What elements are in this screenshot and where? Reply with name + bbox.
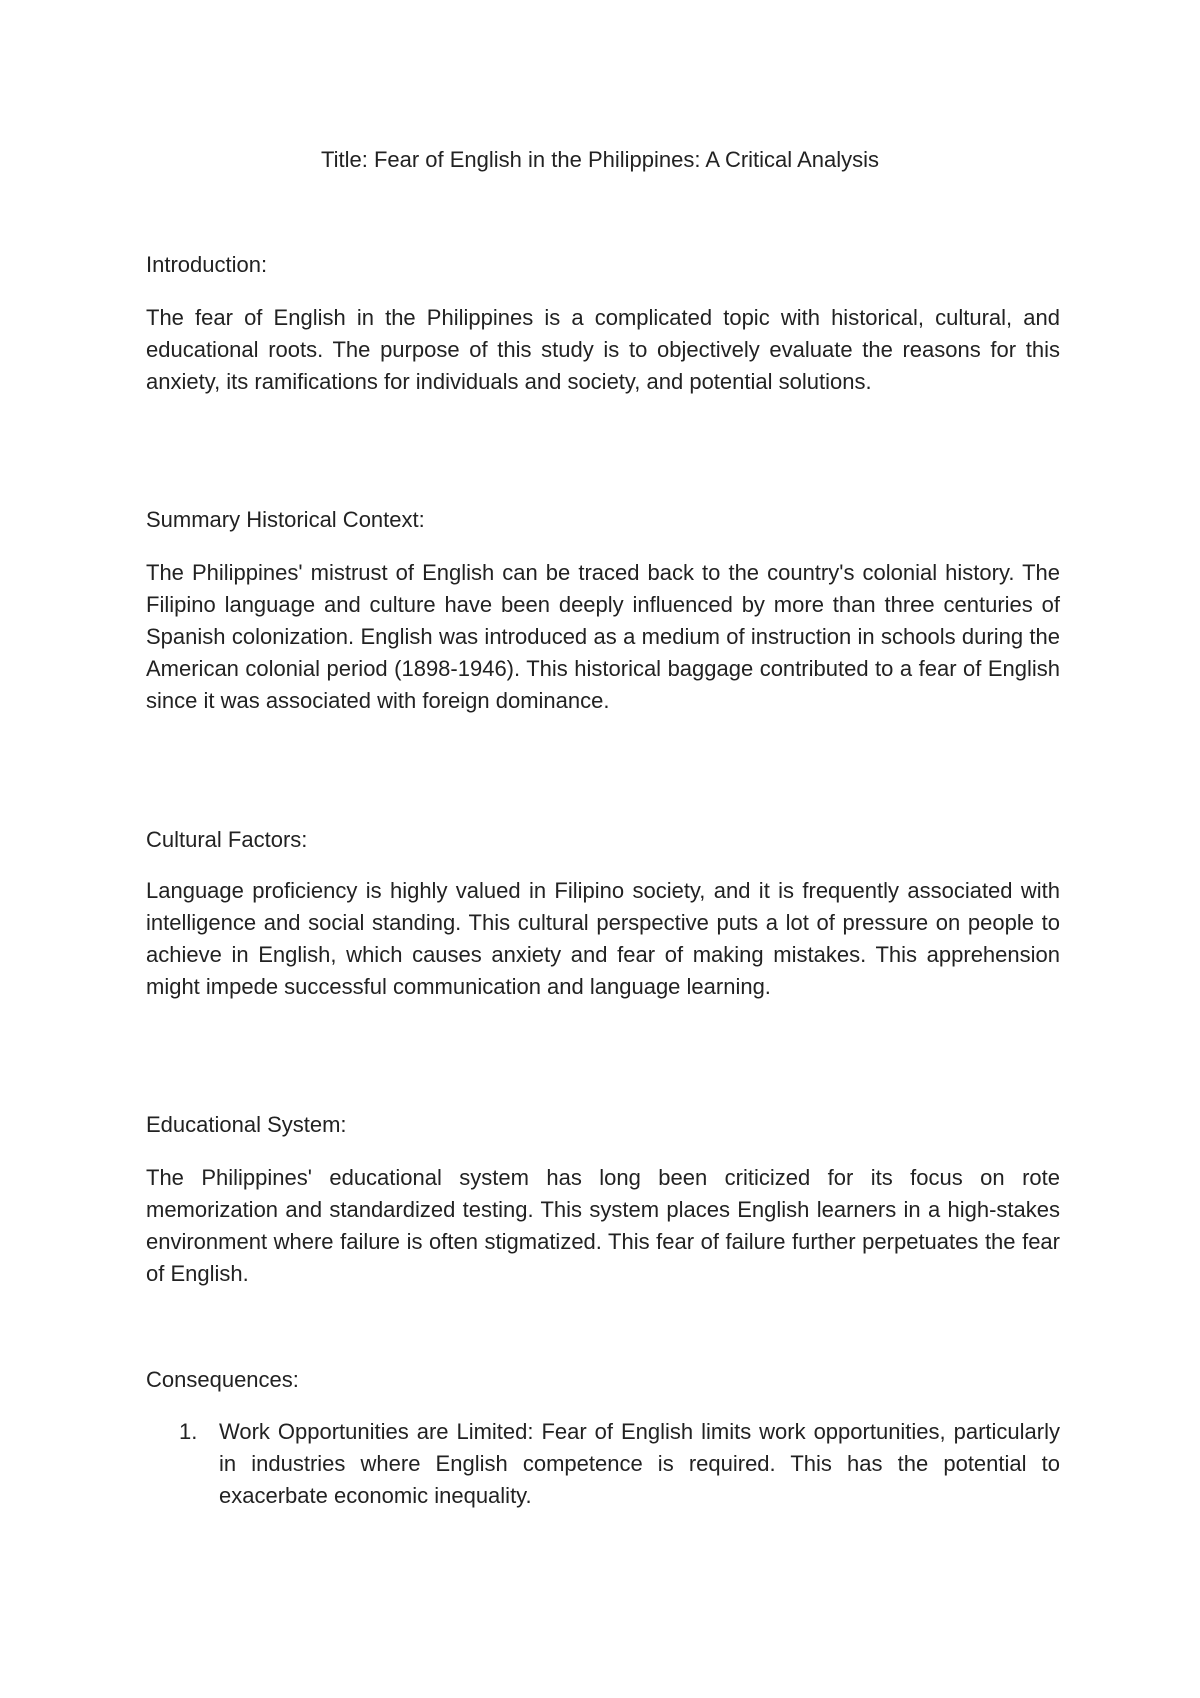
consequences-list [146, 1416, 1060, 1512]
heading-educational-system: Educational System: [146, 1112, 347, 1137]
paragraph-historical-context: The Philippines' mistrust of English can be traced back to the country's colonial history. The Filipino language and culture have been deeply influenced by more than three centuries of Spanish colonization. English was introduced as a medium of instruction in schools during the American colonial period (1898-1946). This historical baggage contributed to a fear of English since it was associated with foreign dominance. [146, 560, 1060, 713]
heading-introduction: Introduction: [146, 252, 268, 277]
heading-cultural-factors: Cultural Factors: [146, 827, 308, 852]
paragraph-educational-system: The Philippines' educational system has long been criticized for its focus on rote memorization and standardized testing. This system places English learners in a high-stakes environment where failure is often stigmatized. This fear of failure further perpetuates the fear of English. [146, 1165, 1060, 1286]
list-item-number: 1. [179, 1419, 198, 1444]
list-item [146, 1416, 1060, 1512]
heading-consequences: Consequences: [146, 1367, 299, 1392]
list-item-text: Work Opportunities are Limited: Fear of English limits work opportunities, particularly in industries where English competence is required. This has the potential to exacerbate economic inequality. [219, 1419, 1060, 1508]
paragraph-introduction: The fear of English in the Philippines is a complicated topic with historical, cultural, and educational roots. The purpose of this study is to objectively evaluate the reasons for this anxiety, its ramifications for individuals and society, and potential solutions. [146, 305, 1060, 394]
document-title: Title: Fear of English in the Philippines: A Critical Analysis [320, 147, 879, 172]
heading-historical-context: Summary Historical Context: [146, 507, 425, 532]
paragraph-cultural-factors: Language proficiency is highly valued in Filipino society, and it is frequently associated with intelligence and social standing. This cultural perspective puts a lot of pressure on people to achieve in English, which causes anxiety and fear of making mistakes. This apprehension might impede successful communication and language learning. [146, 878, 1060, 999]
